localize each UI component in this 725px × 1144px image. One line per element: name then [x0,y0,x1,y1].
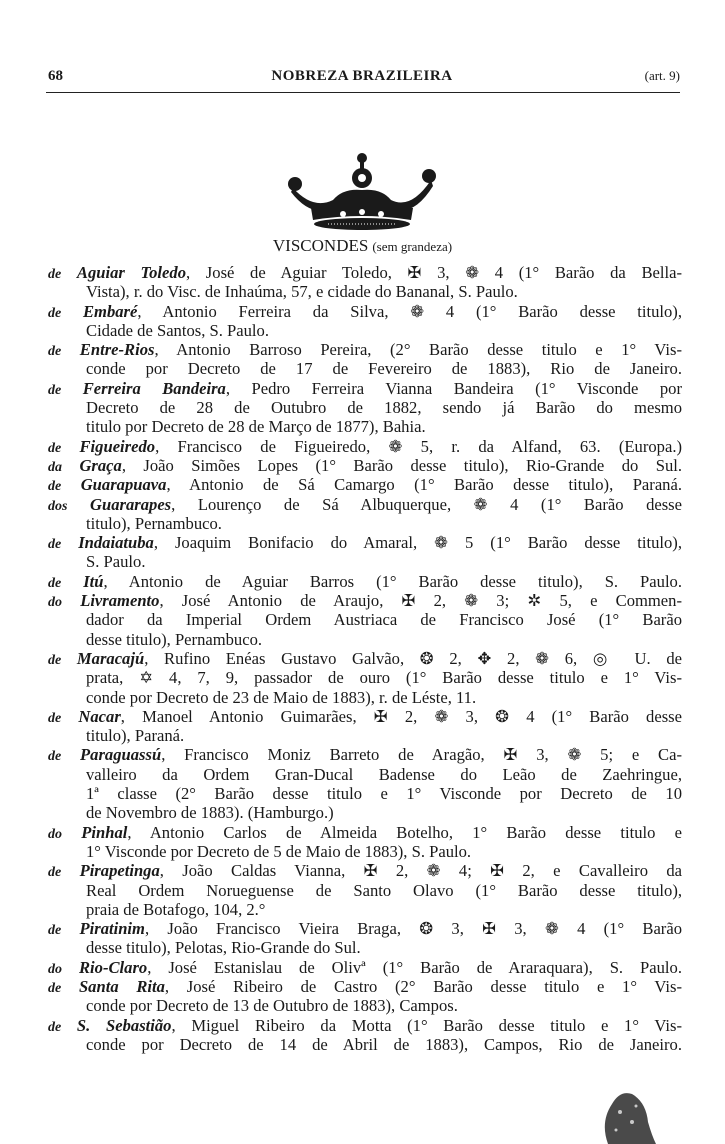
entry-title: Pirapetinga [79,861,160,881]
entry-preposition: de [48,305,62,321]
entry-first-line [48,958,682,977]
entry-title: Santa Rita [78,976,165,996]
crown-ornament-icon [283,150,441,232]
entry-continuation-line [48,1035,682,1054]
entry-continuation-line [48,938,682,957]
viscount-entry [48,958,682,977]
entry-first-line [48,919,682,938]
entry-title: Indaiatuba [78,533,154,553]
entry-text: , Manoel Antonio Guimarães, ✠ 2, ❁ 3, ❂ 4 (1° Barão desse [120,706,682,726]
viscount-entry [48,707,682,746]
entry-text: valleiro da Ordem Gran-Ducal Badense do Leão de Zaehringue, [86,764,682,784]
entry-text: , Antonio de Sá Camargo (1° Barão desse titulo), Paraná. [166,475,682,495]
page-header [44,68,680,90]
entry-text: , Antonio Ferreira da Silva, ❁ 4 (1° Barão desse titulo), [137,301,682,321]
entry-title: Maracajú [76,648,145,668]
entry-first-line [48,379,682,398]
entry-continuation-line [48,726,682,745]
entry-title: Rio-Claro [78,957,148,977]
entry-text: 1° Visconde por Decreto de 5 de Maio de 1883), S. Paulo. [86,841,472,861]
entry-text: conde por Decreto de 14 de Abril de 1883), Campos, Rio de Janeiro. [86,1034,682,1054]
entry-title: Livramento [80,591,160,611]
entry-preposition: de [48,1019,62,1035]
entry-continuation-line [48,321,682,340]
entry-text: titulo), Pernambuco. [86,513,222,533]
entry-preposition: de [48,710,62,726]
entry-preposition: do [48,961,62,977]
viscount-entry [48,263,682,302]
entry-first-line [48,977,682,996]
header-rule [46,92,680,93]
entry-text: prata, ✡ 4, 7, 9, passador de ouro (1° Barão desse titulo e 1° Vis- [86,668,682,688]
entry-text: , Miguel Ribeiro da Motta (1° Barão desse titulo e 1° Vis- [171,1015,682,1035]
entry-text: praia de Botafogo, 104, 2.° [86,899,266,919]
entry-text: 1ª classe (2° Barão desse titulo e 1° Visconde por Decreto de 10 [86,784,682,804]
entry-text: , José Ribeiro de Castro (2° Barão desse titulo e 1° Vis- [164,976,682,996]
entry-first-line [48,861,682,880]
entry-preposition: de [48,652,62,668]
entry-title: Nacar [78,706,121,726]
entry-text: , João Francisco Vieira Braga, ❂ 3, ✠ 3, ❁ 4 (1° Barão [144,919,682,939]
entry-title: Piratinim [79,919,145,939]
entry-continuation-line [48,630,682,649]
viscount-entry [48,495,682,534]
entry-continuation-line [48,359,682,378]
entry-text: S. Paulo. [86,552,146,572]
entry-first-line [48,340,682,359]
entry-continuation-line [48,398,682,417]
viscount-entry [48,572,682,591]
entry-text: , Joaquim Bonifacio do Amaral, ❁ 5 (1° Barão desse titulo), [153,533,682,553]
viscount-entry [48,919,682,958]
entry-continuation-line [48,996,682,1015]
entry-preposition: de [48,344,62,360]
entry-title: Aguiar Toledo [76,263,186,282]
entry-first-line [48,495,682,514]
viscount-entry [48,745,682,822]
entry-continuation-line [48,881,682,900]
entry-text: , Pedro Ferreira Vianna Bandeira (1° Visconde por [225,378,682,398]
entry-preposition: de [48,865,62,881]
entry-text: conde por Decreto de 13 de Outubro de 1883), Campos. [86,996,458,1016]
entry-title: Embaré [82,301,138,321]
entry-text: , Antonio de Aguiar Barros (1° Barão desse titulo), S. Paulo. [103,571,682,591]
entry-continuation-line [48,417,682,436]
viscount-entry [48,823,682,862]
entry-preposition: de [48,440,62,456]
entry-continuation-line [48,552,682,571]
viscount-entry [48,977,682,1016]
running-title: NOBREZA BRAZILEIRA [271,68,453,84]
entry-preposition: de [48,749,62,765]
entry-continuation-line [48,784,682,803]
entry-continuation-line [48,900,682,919]
entry-first-line [48,572,682,591]
viscount-entry [48,861,682,919]
entry-title: S. Sebastião [76,1015,172,1035]
section-title: VISCONDES [272,236,369,255]
viscount-entry [48,591,682,649]
entry-text: , João Simões Lopes (1° Barão desse titulo), Rio-Grande do Sul. [121,455,682,475]
entry-preposition: do [48,595,62,611]
entry-continuation-line [48,765,682,784]
entry-text: Vista), r. do Visc. de Inhaúma, 57, e cidade do Bananal, S. Paulo. [86,282,518,302]
entry-first-line [48,823,682,842]
entry-text: , Lourenço de Sá Albuquerque, ❁ 4 (1° Barão desse [171,494,682,514]
entry-continuation-line [48,842,682,861]
entry-preposition: de [48,267,62,282]
viscount-entry [48,533,682,572]
entry-text: , Antonio Barroso Pereira, (2° Barão desse titulo e 1° Vis- [154,340,682,360]
viscount-entry [48,1016,682,1055]
entry-text: de Novembro de 1883). (Hamburgo.) [86,803,334,823]
article-reference: (art. 9) [644,68,680,83]
entry-text: desse titulo), Pelotas, Rio-Grande do Sul. [86,938,361,958]
entry-text: , Rufino Enéas Gustavo Galvão, ❂ 2, ✥ 2, ❁ 6, ◎ U. de [144,648,682,668]
entry-first-line [48,745,682,764]
entry-first-line [48,302,682,321]
entry-text: Decreto de 28 de Outubro de 1882, sendo já Barão do mesmo [86,398,682,418]
viscount-entry [48,437,682,456]
entry-continuation-line [48,803,682,822]
entry-text: Real Ordem Norueguense de Santo Olavo (1° Barão desse titulo), [86,880,682,900]
section-subtitle: (sem grandeza) [372,239,453,254]
entry-first-line [48,1016,682,1035]
entry-text: titulo), Paraná. [86,726,185,746]
entry-title: Graça [79,455,122,475]
entry-first-line [48,263,682,282]
entry-title: Ferreira Bandeira [82,378,226,398]
section-heading [0,236,725,256]
entry-first-line [48,649,682,668]
entry-preposition: de [48,537,62,553]
ink-stamp-blot [590,1082,660,1144]
entry-continuation-line [48,688,682,707]
entry-title: Itú [83,571,104,591]
entry-first-line [48,591,682,610]
entry-text: dador da Imperial Ordem Austriaca de Francisco José (1° Barão [86,610,682,630]
entry-text: , Francisco de Figueiredo, ❁ 5, r. da Alfand, 63. (Europa.) [155,436,682,456]
entry-text: , José Estanislau de Olivª (1° Barão de Araraquara), S. Paulo. [147,957,682,977]
entry-preposition: do [48,826,62,842]
entry-text: conde por Decreto de 23 de Maio de 1883), r. de Léste, 11. [86,687,477,707]
viscount-entry [48,649,682,707]
entry-preposition: de [48,980,62,996]
entry-title: Pinhal [81,822,128,842]
viscount-entry [48,456,682,475]
entry-title: Entre-Rios [79,340,155,360]
entry-first-line [48,456,682,475]
entry-continuation-line [48,282,682,301]
entry-title: Paraguassú [80,745,162,765]
entry-preposition: de [48,923,62,939]
entry-preposition: de [48,479,62,495]
entry-text: desse titulo), Pernambuco. [86,629,263,649]
entry-continuation-line [48,610,682,629]
entry-continuation-line [48,514,682,533]
entry-text: titulo por Decreto de 28 de Março de 1877), Bahia. [86,417,426,437]
viscount-entry [48,340,682,379]
entry-text: conde por Decreto de 17 de Fevereiro de 1883), Rio de Janeiro. [86,359,682,379]
viscount-entry [48,302,682,341]
page-number: 68 [48,68,63,84]
entry-first-line [48,475,682,494]
entry-continuation-line [48,668,682,687]
entry-first-line [48,707,682,726]
entry-text: , Antonio Carlos de Almeida Botelho, 1° Barão desse titulo e [127,822,682,842]
entry-title: Guarapuava [80,475,167,495]
entry-text: , João Caldas Vianna, ✠ 2, ❁ 4; ✠ 2, e Cavalleiro da [159,861,682,881]
entry-text: , José Antonio de Araujo, ✠ 2, ❁ 3; ✲ 5, e Commen- [159,591,682,611]
entry-first-line [48,437,682,456]
viscount-entries-list [48,263,682,1054]
entry-text: , Francisco Moniz Barreto de Aragão, ✠ 3, ❁ 5; e Ca- [161,745,682,765]
entry-preposition: dos [48,498,68,514]
viscount-entry [48,475,682,494]
entry-preposition: da [48,459,62,475]
entry-preposition: de [48,575,62,591]
entry-text: , José de Aguiar Toledo, ✠ 3, ❁ 4 (1° Barão da Bella- [186,263,682,282]
entry-preposition: de [48,382,62,398]
entry-first-line [48,533,682,552]
entry-text: Cidade de Santos, S. Paulo. [86,320,269,340]
entry-title: Guararapes [90,494,172,514]
entry-title: Figueiredo [79,436,156,456]
viscount-entry [48,379,682,437]
